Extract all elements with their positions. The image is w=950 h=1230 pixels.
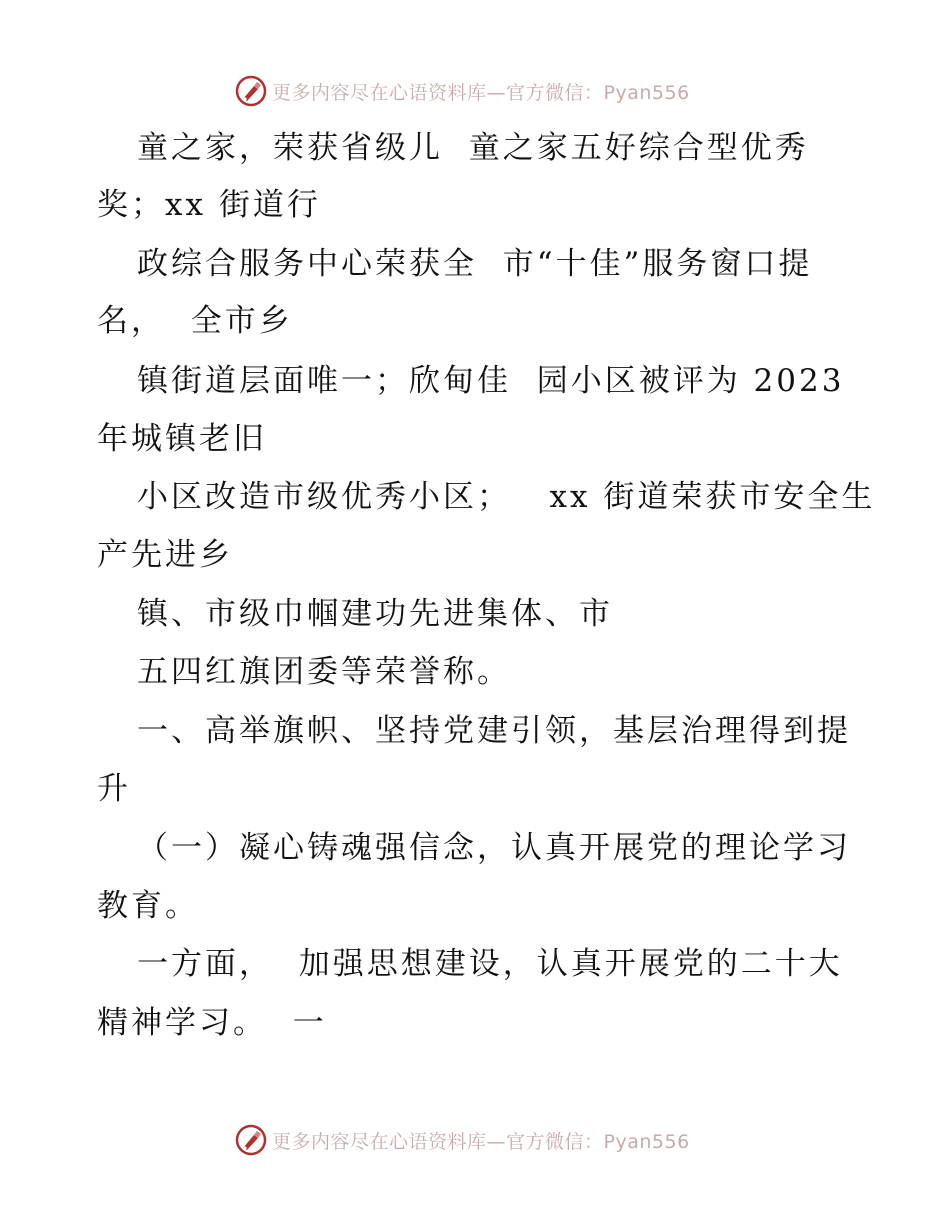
body-line: 政综合服务中心荣获全 市“十佳”服务窗口提 (137, 246, 813, 282)
body-line: 教育。 (97, 888, 199, 924)
body-line: 童之家，荣获省级儿 童之家五好综合型优秀 (137, 130, 809, 166)
body-line: 镇街道层面唯一；欣甸佳 园小区被评为 2023 (137, 363, 845, 399)
watermark-text: 更多内容尽在心语资料库—官方微信：Pyan556 (272, 81, 690, 104)
body-line: 一、高举旗帜、坚持党建引领，基层治理得到提 (137, 713, 851, 749)
body-line: 名， 全市乡 (97, 303, 293, 339)
body-line: 一方面， 加强思想建设，认真开展党的二十大 (137, 946, 843, 982)
body-line: 升 (97, 771, 131, 807)
pen-logo-icon (234, 74, 268, 108)
pen-logo-icon (234, 1123, 268, 1157)
body-line: 小区改造市级优秀小区； xx 街道荣获市安全生 (137, 479, 876, 515)
body-line: 年城镇老旧 (97, 421, 267, 457)
body-line: （一）凝心铸魂强信念，认真开展党的理论学习 (137, 830, 851, 866)
body-line: 精神学习。 一 (97, 1005, 327, 1041)
body-line: 五四红旗团委等荣誉称。 (137, 654, 511, 690)
body-line: 镇、市级巾帼建功先进集体、市 (137, 596, 613, 632)
watermark-footer (234, 1123, 690, 1157)
watermark-text: 更多内容尽在心语资料库—官方微信：Pyan556 (272, 1130, 690, 1153)
watermark-header (234, 74, 690, 108)
body-line: 奖；xx 街道行 (97, 187, 321, 223)
body-line: 产先进乡 (97, 537, 233, 573)
